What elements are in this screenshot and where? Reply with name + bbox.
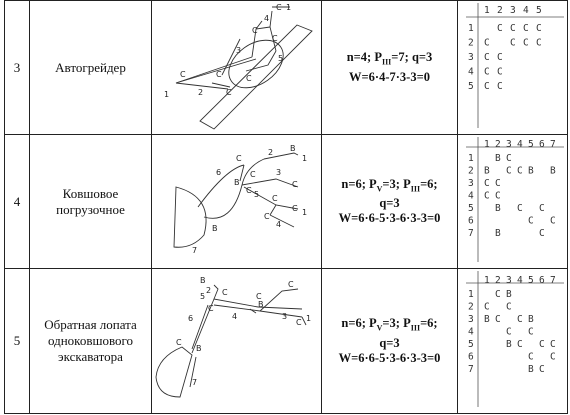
diagram-label: 5 bbox=[200, 292, 206, 301]
matrix-cell: B bbox=[506, 339, 512, 350]
diagram-label: C bbox=[296, 318, 302, 327]
diagram-label: C bbox=[272, 34, 278, 43]
diagram-label: 3 bbox=[282, 312, 288, 321]
matrix-row-label: 1 bbox=[468, 23, 474, 34]
matrix-column-header: 7 bbox=[550, 275, 556, 286]
matrix-row-label: 4 bbox=[468, 326, 474, 338]
link bbox=[240, 165, 244, 181]
matrix-cell: C bbox=[484, 190, 490, 202]
diagram-label: 6 bbox=[216, 168, 222, 177]
matrix-row-label: 4 bbox=[468, 190, 474, 202]
diagram-label: 3 bbox=[276, 168, 282, 177]
formula-line: W=6·6-5·3-6·3-3=0 bbox=[338, 350, 441, 365]
diagram-label: C bbox=[246, 186, 252, 195]
link bbox=[214, 285, 218, 299]
row-number: 5 bbox=[13, 333, 21, 348]
diagram-label: 1 bbox=[306, 314, 312, 323]
diagram-label: B bbox=[196, 344, 202, 353]
matrix-cell: B bbox=[528, 165, 534, 177]
matrix-column-header: 5 bbox=[536, 5, 542, 16]
matrix-column-header: 4 bbox=[517, 139, 523, 150]
diagram-label: 4 bbox=[276, 220, 282, 229]
table-border-bottom bbox=[4, 413, 568, 414]
formula-line: n=4; $P_{III}=7$; q=3 bbox=[346, 50, 433, 67]
subscript: V bbox=[376, 184, 383, 194]
matrix-column-header: 6 bbox=[539, 275, 545, 286]
machine-name-line: Ковшовое bbox=[62, 185, 119, 201]
matrix-cell: C bbox=[523, 23, 529, 34]
row-number: 3 bbox=[13, 59, 21, 75]
diagram-label: 1 bbox=[286, 3, 292, 12]
matrix-cell: C bbox=[497, 23, 503, 34]
diagram-label: C bbox=[292, 204, 298, 213]
matrix-cell: C bbox=[539, 203, 545, 214]
matrix-cell: B bbox=[495, 203, 501, 214]
matrix-cell: C bbox=[523, 37, 529, 49]
diagram-label: C bbox=[216, 70, 222, 79]
diagram-label: B bbox=[200, 276, 206, 285]
diagram-label: C bbox=[252, 26, 258, 35]
diagram-label: 4 bbox=[264, 14, 270, 23]
formula-line: n=6; $P_V=3$; $P_{III}=6$; bbox=[341, 316, 438, 333]
formula-line: W=6·6-5·3-6·3-3=0 bbox=[338, 211, 441, 226]
bucket-loader-diagram bbox=[152, 135, 321, 268]
matrix-column-header: 4 bbox=[523, 5, 529, 16]
link bbox=[270, 11, 276, 51]
matrix-cell: C bbox=[506, 326, 512, 338]
matrix-cell: B bbox=[495, 228, 501, 239]
matrix-row-label: 3 bbox=[468, 314, 474, 325]
link bbox=[270, 205, 276, 215]
matrix-cell: C bbox=[484, 52, 490, 63]
link bbox=[212, 83, 230, 87]
matrix-cell: C bbox=[484, 81, 490, 92]
diagram-label: B bbox=[290, 144, 296, 153]
mobility-formula bbox=[322, 1, 457, 134]
matrix-column-header: 3 bbox=[506, 275, 512, 286]
matrix-cell: C bbox=[550, 339, 556, 350]
matrix-cell: C bbox=[497, 81, 503, 92]
matrix-column-header: 6 bbox=[539, 139, 545, 150]
matrix-cell: C bbox=[497, 66, 503, 78]
bucket bbox=[174, 187, 206, 247]
formula-line: q=3 bbox=[379, 335, 400, 350]
machine-name-line: Обратная лопата bbox=[44, 317, 137, 332]
subscript: III bbox=[410, 184, 421, 194]
matrix-column-header: 3 bbox=[510, 5, 516, 16]
diagram-label: 4 bbox=[232, 312, 238, 321]
matrix-cell: C bbox=[510, 23, 516, 34]
matrix-column-header: 5 bbox=[528, 275, 534, 286]
matrix-column-header: 5 bbox=[528, 139, 534, 150]
machine-name-line: Автогрейдер bbox=[55, 59, 126, 75]
subscript: III bbox=[410, 323, 421, 333]
matrix-cell: C bbox=[506, 301, 512, 313]
formula-line: q=3 bbox=[379, 196, 400, 211]
matrix-cell: C bbox=[497, 52, 503, 63]
diagram-label: 1 bbox=[164, 90, 170, 99]
link bbox=[250, 309, 256, 313]
matrix-row-label: 7 bbox=[468, 364, 474, 375]
matrix-cell: C bbox=[484, 301, 490, 313]
matrix-row-label: 6 bbox=[468, 351, 474, 363]
matrix-row-label: 5 bbox=[468, 81, 474, 92]
diagram-label: C bbox=[250, 170, 256, 179]
diagram-label: C bbox=[292, 180, 298, 189]
matrix-cell: C bbox=[550, 215, 556, 227]
matrix-row-label: 1 bbox=[468, 153, 474, 164]
diagram-label: 7 bbox=[192, 378, 198, 387]
diagram-label: C bbox=[236, 154, 242, 163]
matrix-cell: C bbox=[517, 314, 523, 325]
link bbox=[222, 39, 240, 75]
matrix-column-header: 2 bbox=[495, 275, 501, 286]
matrix-cell: C bbox=[484, 66, 490, 78]
matrix-cell: C bbox=[536, 37, 542, 49]
diagram-label: C bbox=[208, 304, 214, 313]
matrix-row-label: 5 bbox=[468, 203, 474, 214]
matrix-cell: C bbox=[510, 37, 516, 49]
matrix-cell: C bbox=[506, 165, 512, 177]
link bbox=[244, 187, 298, 209]
matrix-row-label: 6 bbox=[468, 215, 474, 227]
diagram-label: 1 bbox=[302, 208, 308, 217]
matrix-cell: B bbox=[528, 314, 534, 325]
mechanisms-table bbox=[4, 0, 568, 414]
matrix-cell: C bbox=[539, 228, 545, 239]
adjacency-matrix bbox=[458, 1, 567, 134]
matrix-cell: C bbox=[539, 339, 545, 350]
matrix-cell: B bbox=[528, 364, 534, 375]
matrix-cell: C bbox=[495, 314, 501, 325]
diagram-label: C bbox=[176, 338, 182, 347]
adjacency-matrix bbox=[458, 269, 567, 413]
matrix-cell: B bbox=[484, 314, 490, 325]
link bbox=[176, 57, 252, 83]
subscript: V bbox=[376, 323, 383, 333]
row-number: 4 bbox=[13, 193, 21, 209]
table-border-right bbox=[567, 0, 568, 414]
matrix-cell: C bbox=[539, 364, 545, 375]
diagram-label: C bbox=[288, 280, 294, 289]
matrix-row-label: 1 bbox=[468, 289, 474, 300]
machine-name bbox=[30, 1, 151, 134]
matrix-cell: C bbox=[517, 339, 523, 350]
link bbox=[270, 215, 294, 227]
matrix-column-header: 7 bbox=[550, 139, 556, 150]
matrix-cell: B bbox=[550, 165, 556, 177]
adjacency-matrix bbox=[458, 135, 567, 268]
diagram-label: C bbox=[256, 292, 262, 301]
matrix-cell: C bbox=[528, 215, 534, 227]
matrix-column-header: 1 bbox=[484, 139, 490, 150]
diagram-label: 5 bbox=[254, 190, 260, 199]
backhoe-diagram bbox=[152, 269, 321, 413]
diagram-label: 6 bbox=[188, 314, 194, 323]
formula-line: n=6; $P_V=3$; $P_{III}=6$; bbox=[341, 176, 438, 194]
machine-name bbox=[30, 135, 151, 268]
matrix-cell: C bbox=[550, 351, 556, 363]
diagram-label: C bbox=[276, 3, 282, 12]
diagram-label: C bbox=[272, 194, 278, 203]
matrix-column-header: 2 bbox=[497, 5, 503, 16]
matrix-row-label: 2 bbox=[468, 165, 474, 177]
matrix-row-label: 3 bbox=[468, 178, 474, 189]
diagram-label: 7 bbox=[192, 246, 198, 255]
matrix-row-label: 7 bbox=[468, 228, 474, 239]
matrix-row-label: 5 bbox=[468, 339, 474, 350]
machine-name-line: одноковшового bbox=[47, 333, 134, 348]
matrix-cell: B bbox=[495, 153, 501, 164]
machine-name-line: погрузочное bbox=[56, 201, 125, 217]
motor-grader-diagram bbox=[152, 1, 321, 134]
diagram-label: B bbox=[234, 178, 240, 187]
link bbox=[192, 305, 208, 349]
matrix-cell: C bbox=[484, 178, 490, 189]
matrix-cell: B bbox=[484, 165, 490, 177]
matrix-cell: C bbox=[536, 23, 542, 34]
diagram-label: 2 bbox=[268, 148, 274, 157]
matrix-cell: C bbox=[517, 165, 523, 177]
matrix-column-header: 3 bbox=[506, 139, 512, 150]
subscript: III bbox=[381, 57, 392, 67]
diagram-label: 1 bbox=[302, 154, 308, 163]
matrix-cell: C bbox=[506, 153, 512, 164]
matrix-row-label: 2 bbox=[468, 37, 474, 49]
matrix-cell: C bbox=[495, 289, 501, 300]
matrix-cell: B bbox=[506, 289, 512, 300]
diagram-label: C bbox=[222, 288, 228, 297]
diagram-label: C bbox=[180, 70, 186, 79]
matrix-row-label: 4 bbox=[468, 66, 474, 78]
matrix-cell: C bbox=[528, 351, 534, 363]
diagram-label: B bbox=[258, 300, 264, 309]
matrix-column-header: 1 bbox=[484, 5, 490, 16]
diagram-label: C bbox=[264, 212, 270, 221]
matrix-column-header: 2 bbox=[495, 139, 501, 150]
matrix-column-header: 4 bbox=[517, 275, 523, 286]
diagram-label: C bbox=[246, 74, 252, 83]
machine-name-line: экскаватора bbox=[58, 349, 123, 364]
matrix-cell: C bbox=[495, 190, 501, 202]
formula-line: W=6·4-7·3-3=0 bbox=[349, 69, 430, 84]
diagram-label: 5 bbox=[278, 54, 284, 63]
machine-name bbox=[30, 269, 151, 413]
matrix-row-label: 3 bbox=[468, 52, 474, 63]
matrix-cell: C bbox=[495, 178, 501, 189]
diagram-label: B bbox=[212, 224, 218, 233]
matrix-cell: C bbox=[517, 203, 523, 214]
matrix-row-label: 2 bbox=[468, 301, 474, 313]
mobility-formula bbox=[322, 269, 457, 413]
diagram-label: 2 bbox=[206, 286, 212, 295]
diagram-label: 3 bbox=[236, 46, 242, 55]
matrix-cell: C bbox=[528, 326, 534, 338]
backhoe-bucket bbox=[156, 347, 192, 397]
diagram-label: 2 bbox=[198, 88, 204, 97]
diagram-label: C bbox=[226, 88, 232, 97]
mobility-formula bbox=[322, 135, 457, 268]
matrix-cell: C bbox=[484, 37, 490, 49]
matrix-column-header: 1 bbox=[484, 275, 490, 286]
